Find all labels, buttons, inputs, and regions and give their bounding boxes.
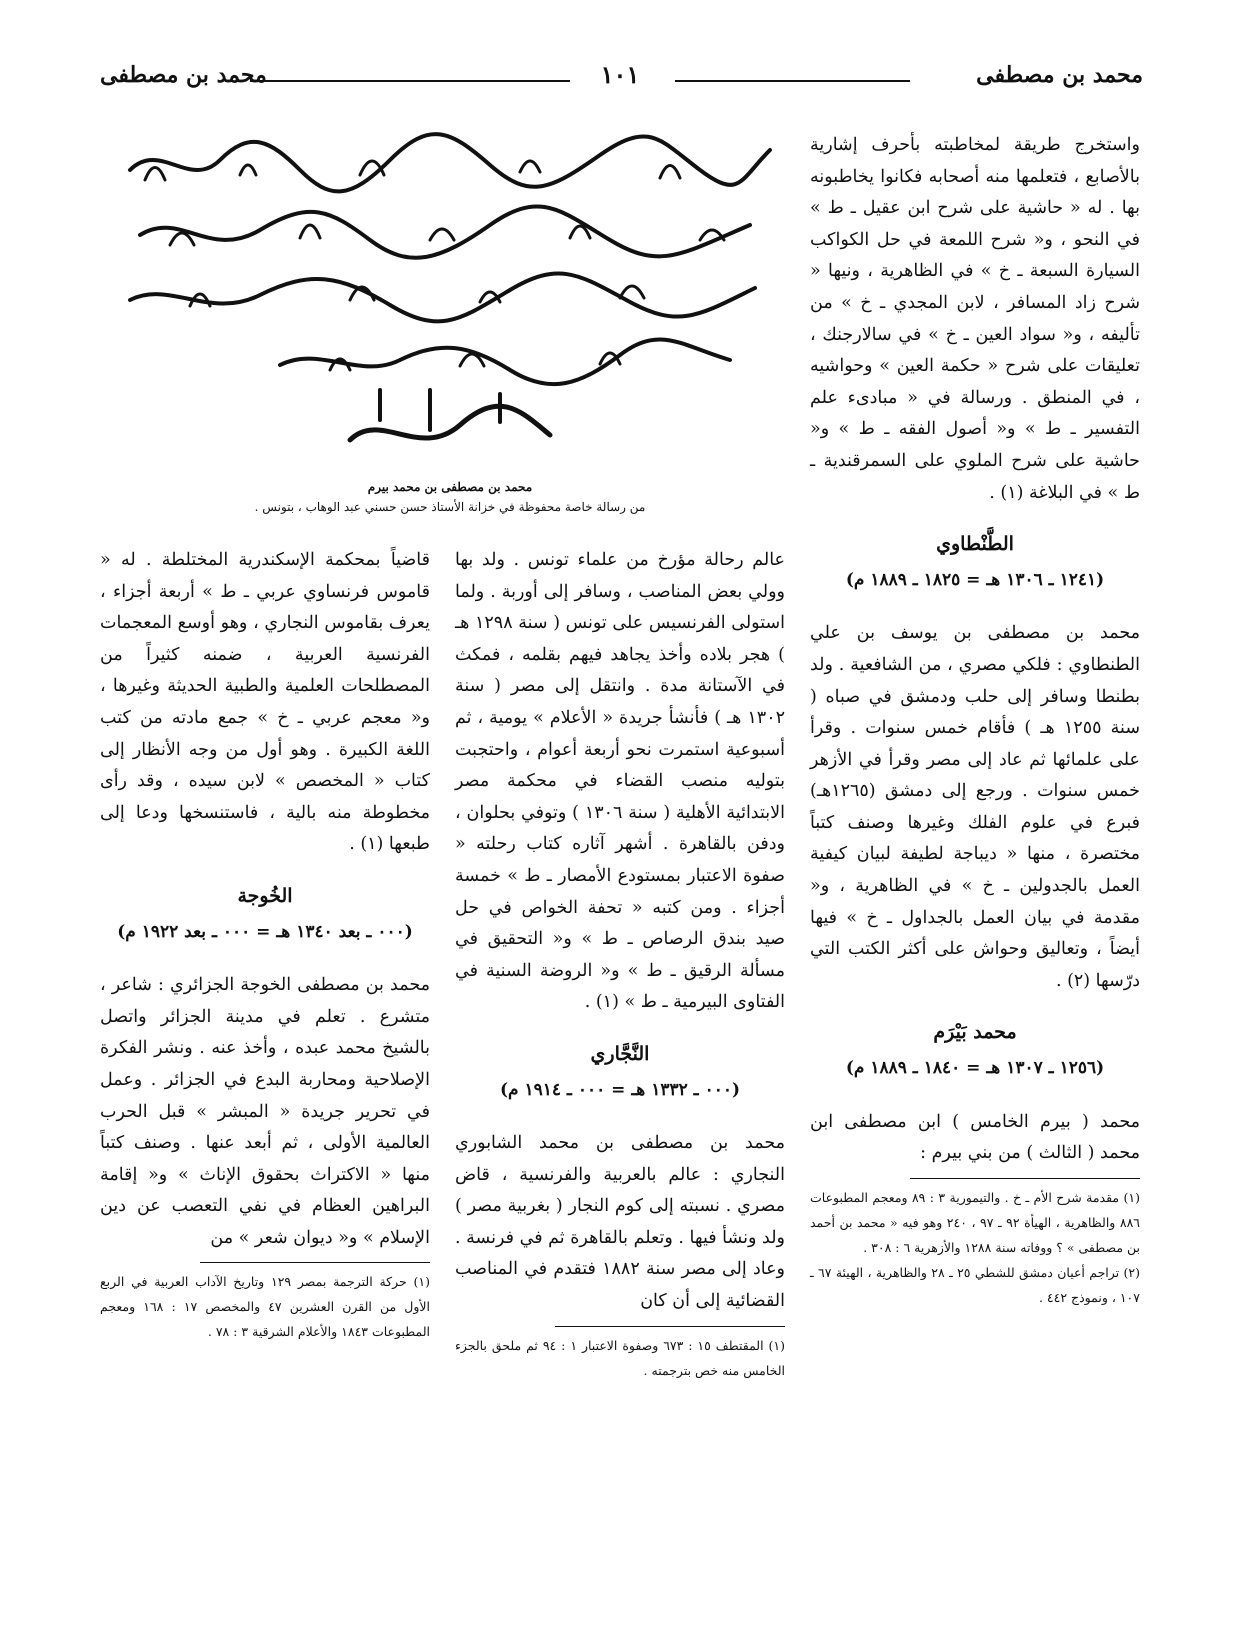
image-caption-name: محمد بن مصطفى بن محمد بيرم: [367, 480, 533, 494]
entry-title-tantawi: الطَّنْطاوي: [936, 533, 1014, 556]
column-left: [100, 545, 430, 1344]
footnote-separator-left: [200, 1262, 430, 1263]
entry-dates-bayram: (١٢٥٦ ـ ١٣٠٧ هـ = ١٨٤٠ ـ ١٨٨٩ م): [845, 1058, 1105, 1079]
running-title-right: محمد بن مصطفى: [976, 62, 1143, 88]
column-right-intro: واستخرج طريقة لمخاطبته بأحرف إشارية بالأصابع ، فتعلمها منه أصحابه فكانوا يخاطبونه بها . له « حاشية على شرح ابن عقيل ـ ط » في النحو ، و« شرح اللمعة في حل الكواكب السيارة السبعة ـ خ » في الظاهرية ، ونيها « شرح زاد المسافر ، لابن المجدي ـ خ » من تأليفه ، و« سواد العين ـ خ » في سالارجنك ، تعليقات على شرح « حكمة العين » وحواشيه ، في المنطق . ورسالة في « مبادىء علم التفسير ـ ط » و« أصول الفقه ـ ط » و« حاشية على شرح الملوي على السمرقندية ـ ط » في البلاغة (١) .: [810, 135, 1140, 503]
entry-title-bayram: محمد بَيْرَم: [933, 1021, 1017, 1044]
footnote-separator-right: [910, 1178, 1140, 1179]
running-title-left: محمد بن مصطفى: [100, 62, 267, 88]
footnote-separator-middle: [555, 1326, 785, 1327]
entry-dates-najjari: (٠٠٠ ـ ١٣٣٢ هـ = ٠٠٠ ـ ١٩١٤ م): [499, 1079, 741, 1100]
page-number: ١٠١: [600, 60, 640, 89]
entry-dates-khoja: (٠٠٠ ـ بعد ١٣٤٠ هـ = ٠٠٠ ـ بعد ١٩٢٢ م): [117, 921, 413, 942]
footnote-right-1: (١) مقدمة شرح الأم ـ خ . والتيمورية ٣ : ٨٩ ومعجم المطبوعات ٨٨٦ والظاهرية ، الهيأة ٩٢ ـ ٩٧ ، ٢٤٠ وهو فيه « محمد بن أحمد بن مصطفى » ؟ ووفاته سنة ١٢٨٨ والأزهرية ٦ : ٣٠٨ .: [810, 1189, 1141, 1255]
entry-title-khoja: الخُوجة: [237, 884, 293, 907]
manuscript-image: [100, 120, 790, 480]
column-right: [810, 130, 1140, 1310]
footnote-right-2: (٢) تراجم أعيان دمشق للشطي ٢٥ ـ ٢٨ والظاهرية ، الهيئة ٦٧ ـ ١٠٧ ، ونموذج ٤٤٢ .: [810, 1264, 1140, 1305]
entry-body-najjari: محمد بن مصطفى بن محمد الشابوري النجاري : عالم بالعربية والفرنسية ، قاض مصري . نسبته إلى كوم النجار ( بغربية مصر ) ولد ونشأ فيها . وتعلم بالقاهرة ثم في فرنسة . وعاد إلى مصر سنة ١٨٨٢ فتقدم في المناصب القضائية إلى أن كان: [455, 1133, 785, 1312]
header-rule-left: [250, 80, 570, 82]
header-rule-right: [675, 80, 910, 82]
column-middle: [455, 545, 785, 1383]
entry-body-khoja: محمد بن مصطفى الخوجة الجزائري : شاعر ، متشرع . تعلم في مدينة الجزائر واتصل بالشيخ محمد عبده ، وأخذ عنه . ونشر الفكرة الإصلاحية ومحاربة البدع في الجزائر . وعمل في تحرير جريدة « المبشر » قبل الحرب العالمية الأولى ، ثم أبعد عنها . وصنف كتباً منها « الاكتراث بحقوق الإناث » و« إقامة البراهين العظام في نفي التعصب عن دين الإسلام » و« ديوان شعر » من: [100, 975, 430, 1248]
image-caption-source: من رسالة خاصة محفوظة في خزانة الأستاذ حسن حسني عبد الوهاب ، بتونس .: [254, 500, 646, 514]
entry-dates-tantawi: (١٢٤١ ـ ١٣٠٦ هـ = ١٨٢٥ ـ ١٨٨٩ م): [845, 569, 1105, 590]
footnote-left-1: (١) حركة الترجمة بمصر ١٢٩ وتاريخ الآداب العربية في الربع الأول من القرن العشرين ٤٧ والمخصص ١٧ : ١٦٨ ومعجم المطبوعات ١٨٤٣ والأعلام الشرقية ٣ : ٧٨ .: [100, 1274, 430, 1340]
entry-title-najjari: النَّجَّاري: [590, 1042, 650, 1065]
entry-body-tantawi: محمد بن مصطفى بن يوسف بن علي الطنطاوي : فلكي مصري ، من الشافعية . ولد بطنطا وسافر إلى حلب ودمشق في صباه ( سنة ١٢٥٥ هـ ) فأقام خمس سنوات . وقرأ على علمائها ثم عاد إلى مصر وقرأ في الأزهر خمس سنوات . ورجع إلى دمشق (١٢٦٥هـ) فبرع في علوم الفلك وغيرها وصنف كتباً مختصرة ، منها « ديباجة لطيفة لبيان كيفية العمل بالجدولين ـ خ » في الظاهرية ، و« مقدمة في بيان العمل بالجداول ـ خ » فيها أيضاً ، وتعاليق وحواش على أكثر الكتب التي درّسها (٢) .: [810, 623, 1140, 991]
column-middle-intro: عالم رحالة مؤرخ من علماء تونس . ولد بها وولي بعض المناصب ، وسافر إلى أوربة . ولما استولى الفرنسيس على تونس ( سنة ١٢٩٨ هـ ) هجر بلاده وأخذ يجاهد فيهم بقلمه ، فمكث في الآستانة مدة . وانتقل إلى مصر ( سنة ١٣٠٢ هـ ) فأنشأ جريدة « الأعلام » يومية ، ثم أسبوعية استمرت نحو أربعة أعوام ، واحتجبت بتوليه منصب القضاء في محكمة مصر الابتدائية الأهلية ( سنة ١٣٠٦ ) وتوفي بحلوان ، ودفن بالقاهرة . أشهر آثاره كتاب رحلته « صفوة الاعتبار بمستودع الأمصار ـ ط » خمسة أجزاء . ومن كتبه « تحفة الخواص في حل صيد بندق الرصاص ـ ط » و« التحقيق في مسألة الرقيق ـ ط » و« الروضة السنية في الفتاوى البيرمية ـ ط » (١) .: [455, 550, 785, 1013]
column-left-intro: قاضياً بمحكمة الإسكندرية المختلطة . له « قاموس فرنساوي عربي ـ ط » أربعة أجزاء ، يعرف بقاموس النجاري ، وهو أوسع المعجمات الفرنسية العربية ، ضمنه كثيراً من المصطلحات العلمية والطبية الحديثة وغيرها ، و« معجم عربي ـ خ » جمع مادته من كتب اللغة الكبيرة . وهو أول من وجه الأنظار إلى كتاب « المخصص » لابن سيده ، وقد رأى مخطوطة منه بالية ، فاستنسخها ودعا إلى طبعها (١) .: [100, 550, 430, 855]
footnote-middle-1: (١) المقتطف ١٥ : ٦٧٣ وصفوة الاعتبار ١ : ٩٤ ثم ملحق بالجزء الخامس منه خص بترجمته .: [455, 1337, 785, 1378]
entry-body-bayram: محمد ( بيرم الخامس ) ابن مصطفى ابن محمد ( الثالث ) من بني بيرم :: [810, 1111, 1140, 1164]
handwriting-scan: [100, 120, 790, 480]
